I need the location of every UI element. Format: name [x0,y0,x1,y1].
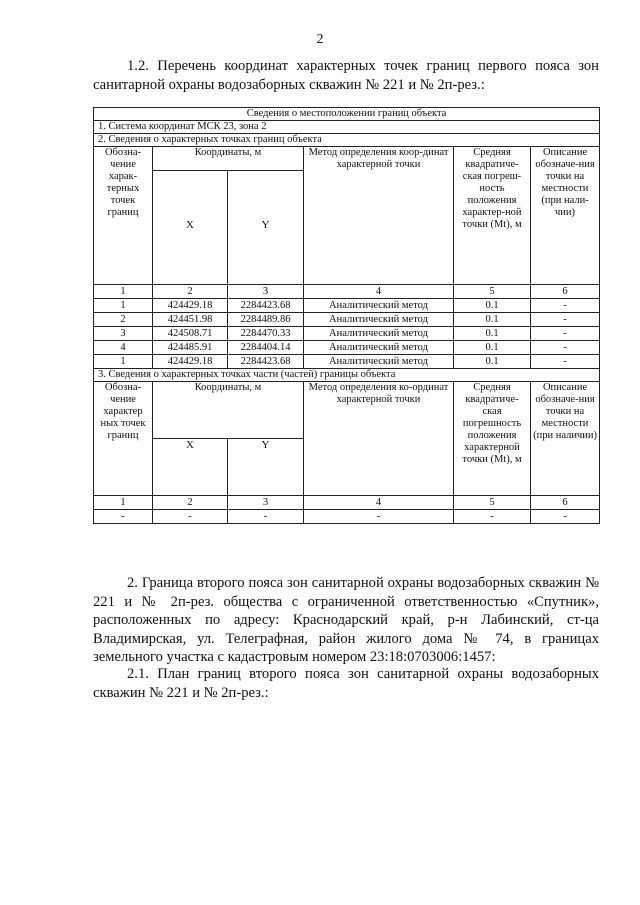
col-number: 6 [531,496,600,510]
cell-method: Аналитический метод [304,313,454,327]
cell-y: 2284423.68 [228,299,304,313]
cell-x: 424429.18 [153,299,228,313]
cell-method: Аналитический метод [304,327,454,341]
cell-error: - [454,510,531,524]
cell-error: 0.1 [454,327,531,341]
col-number: 4 [304,496,454,510]
col-number: 2 [153,285,228,299]
col-number: 3 [228,496,304,510]
header-y: Y [228,171,304,285]
table-row [94,510,600,524]
cell-description: - [531,341,600,355]
col-number: 1 [94,496,153,510]
cell-point: - [94,510,153,524]
cell-description: - [531,313,600,327]
header-coords: Координаты, м [153,382,304,439]
cell-method: Аналитический метод [304,341,454,355]
table-title: Сведения о местоположении границ объекта [94,108,600,121]
table-row [94,327,600,341]
header-x: X [153,171,228,285]
cell-y: 2284470.33 [228,327,304,341]
cell-x: 424485.91 [153,341,228,355]
cell-y: - [228,510,304,524]
cell-x: 424429.18 [153,355,228,369]
cell-y: 2284489.86 [228,313,304,327]
cell-x: 424508.71 [153,327,228,341]
col-number: 5 [454,496,531,510]
table-row [94,341,600,355]
section-2-label: 2. Сведения о характерных точках границ объекта [94,134,600,147]
col-number: 4 [304,285,454,299]
header-description: Описание обозначе-ния точки на местности (при нали-чии) [531,147,600,285]
cell-point: 2 [94,313,153,327]
header-error: Средняя квадратиче-ская погреш-ность положения характер-ной точки (Mt), м [454,147,531,285]
column-numbers-row [94,496,600,510]
cell-point: 3 [94,327,153,341]
header-coords: Координаты, м [153,147,304,171]
col-number: 5 [454,285,531,299]
cell-description: - [531,299,600,313]
col-number: 2 [153,496,228,510]
cell-error: 0.1 [454,355,531,369]
cell-point: 1 [94,299,153,313]
header-description: Описание обозначе-ния точки на местности (при наличии) [531,382,600,496]
col-number: 6 [531,285,600,299]
cell-x: - [153,510,228,524]
table-row [94,355,600,369]
section-3-label: 3. Сведения о характерных точках части (частей) границы объекта [94,369,600,382]
cell-description: - [531,355,600,369]
cell-error: 0.1 [454,299,531,313]
cell-y: 2284404.14 [228,341,304,355]
header-y: Y [228,439,304,496]
cell-description: - [531,327,600,341]
section-1-label: 1. Система координат МСК 23, зона 2 [94,121,600,134]
col-number: 3 [228,285,304,299]
col-number: 1 [94,285,153,299]
paragraph-2: 2. Граница второго пояса зон санитарной охраны водозаборных скважин № 221 и № 2п-рез. общества с ограниченной ответственностью «Спутник», расположенных по адресу: Краснодарский край, р-н Лабинский, ст-ца Владимирская, ул. Телеграфная, район жилого дома № 74, в границах земельного участка с кадастровым номером 23:18:0703006:1457: [93,575,599,665]
table-row [94,299,600,313]
cell-error: 0.1 [454,313,531,327]
header-error: Средняя квадратиче-ская погрешность положения характерной точки (Mt), м [454,382,531,496]
column-numbers-row [94,285,600,299]
cell-error: 0.1 [454,341,531,355]
coordinates-table [93,107,600,524]
cell-method: Аналитический метод [304,355,454,369]
cell-x: 424451.98 [153,313,228,327]
cell-description: - [531,510,600,524]
cell-point: 4 [94,341,153,355]
header-method: Метод определения коор-динат характерной точки [304,147,454,285]
header-designation: Обозна-чение характер ных точек границ [94,382,153,496]
cell-point: 1 [94,355,153,369]
header-x: X [153,439,228,496]
page-number: 2 [316,32,324,47]
cell-y: 2284423.68 [228,355,304,369]
cell-method: Аналитический метод [304,299,454,313]
heading-1-2: 1.2. Перечень координат характерных точек границ первого пояса зон санитарной охраны водозаборных скважин № 221 и № 2п-рез.: [93,58,599,93]
header-designation: Обозна-чение харак-терных точек границ [94,147,153,285]
paragraph-2-1: 2.1. План границ второго пояса зон санитарной охраны водозаборных скважин № 221 и № 2п-рез.: [93,666,599,701]
table-row [94,313,600,327]
header-method: Метод определения ко-ординат характерной точки [304,382,454,496]
cell-method: - [304,510,454,524]
